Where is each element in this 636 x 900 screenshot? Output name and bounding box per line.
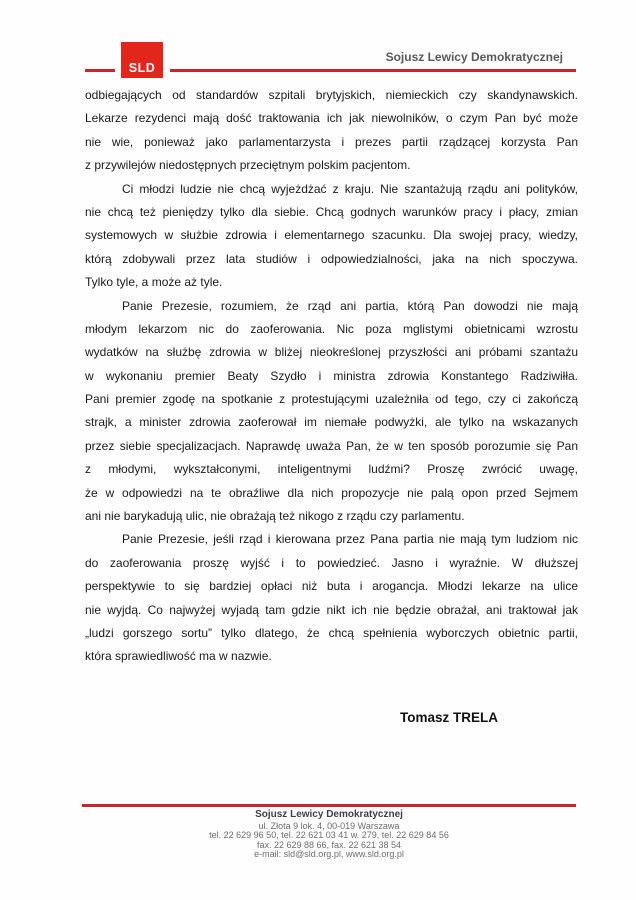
paragraph-line: Ci młodzi ludzie nie chcą wyjeżdżać z kraju. Nie szantażują rządu ani polityków, — [122, 181, 578, 196]
footer-org-name: Sojusz Lewicy Demokratycznej — [255, 809, 403, 820]
paragraph-line: Panie Prezesie, rozumiem, że rząd ani partia, którą Pan dowodzi nie mają — [122, 298, 578, 313]
paragraph-line: z przywilejów niedostępnych przeciętnym polskim pacjentom. — [85, 158, 411, 173]
paragraph-line: przez siebie specjalizacjach. Naprawdę uważa Pan, że w ten sposób porozumie się Pan — [85, 438, 578, 453]
signature: Tomasz TRELA — [399, 710, 498, 725]
letter-body — [85, 84, 578, 669]
paragraph-line: strajk, a minister zdrowia zaoferował im niemałe podwyżki, ale tylko na wskazanych — [85, 415, 578, 430]
sld-logo — [121, 42, 163, 78]
paragraph-line: którą zdobywali przez lata studiów i odpowiedzialności, jaka na nich spoczywa. — [85, 251, 578, 266]
footer-email-web: e-mail: sld@sld.org.pl, www.sld.org.pl — [254, 849, 404, 860]
paragraph-line: Tylko tyle, a może aż tyle. — [85, 275, 223, 290]
paragraph-line: młodym lekarzom nic do zaoferowania. Nic poza mglistymi obietnicami wzrostu — [85, 321, 578, 336]
footer-address: ul. Złota 9 lok. 4, 00-019 Warszawa — [258, 820, 400, 831]
sld-logo-text: SLD — [128, 61, 156, 75]
paragraph-line: Lekarze rezydenci mają dość traktowania ich jak niewolników, o czym Pan być może — [85, 111, 578, 126]
paragraph-line: nie wie, ponieważ jako parlamentarzysta i prezes partii rządzącej korzysta Pan — [85, 134, 578, 149]
header-org-name: Sojusz Lewicy Demokratycznej — [385, 50, 563, 64]
paragraph-line: która sprawiedliwość ma w nazwie. — [85, 649, 272, 664]
paragraph-line: ani nie barykadują ulic, nie obrażają też nikogo z rządu czy parlamentu. — [85, 509, 465, 524]
paragraph-line: perspektywie to się bardziej opłaci niż buta i arogancja. Młodzi lekarze na ulice — [85, 579, 578, 594]
paragraph-line: systemowych w służbie zdrowia i elementarnego szacunku. Dla swojej pracy, wiedzy, — [85, 228, 578, 243]
paragraph-line: że w odpowiedzi na te obraźliwe dla nich propozycje nie palą opon przed Sejmem — [85, 485, 578, 500]
footer-rule — [82, 804, 576, 807]
paragraph-line: w wykonaniu premier Beaty Szydło i ministra zdrowia Konstantego Radziwiłła. — [85, 368, 578, 383]
paragraph-line: nie chcą też pieniędzy tylko dla siebie. Chcą godnych warunków pracy i płacy, zmian — [85, 204, 578, 219]
paragraph-line: z młodymi, wykształconymi, inteligentnymi ludźmi? Proszę zwrócić uwagę, — [85, 462, 578, 477]
paragraph-line: Pani premier zgodę na spotkanie z protestującymi uzależniła od tego, czy ci zakończą — [85, 392, 578, 407]
footer-fax: fax. 22 629 88 66, fax. 22 621 38 54 — [256, 839, 402, 850]
paragraph-line: „ludzi gorszego sortu” tylko dlatego, że chcą spełnienia wyborczych obietnic partii, — [85, 625, 578, 640]
header-rule-left — [85, 69, 115, 72]
paragraph-line: do zaoferowania proszę wyjść i to powiedzieć. Jasno i wyraźnie. W dłuższej — [85, 555, 578, 570]
paragraph-line: nie wyjdą. Co najwyżej wyjadą tam gdzie nikt ich nie będzie obrażał, ani traktował jak — [85, 602, 578, 617]
footer-phones: tel. 22 629 96 50, tel. 22 621 03 41 w. 279, tel. 22 629 84 56 — [209, 830, 449, 841]
letter-footer — [82, 809, 576, 860]
header-rule-right — [170, 69, 576, 72]
paragraph-line: Panie Prezesie, jeśli rząd i kierowana przez Pana partia nie mają tym ludziom nic — [122, 532, 578, 547]
paragraph-line: odbiegających od standardów szpitali brytyjskich, niemieckich czy skandynawskich. — [85, 88, 578, 102]
paragraph-line: wydatków na służbę zdrowia w bliżej nieokreślonej przyszłości ani próbami szantażu — [85, 345, 578, 360]
